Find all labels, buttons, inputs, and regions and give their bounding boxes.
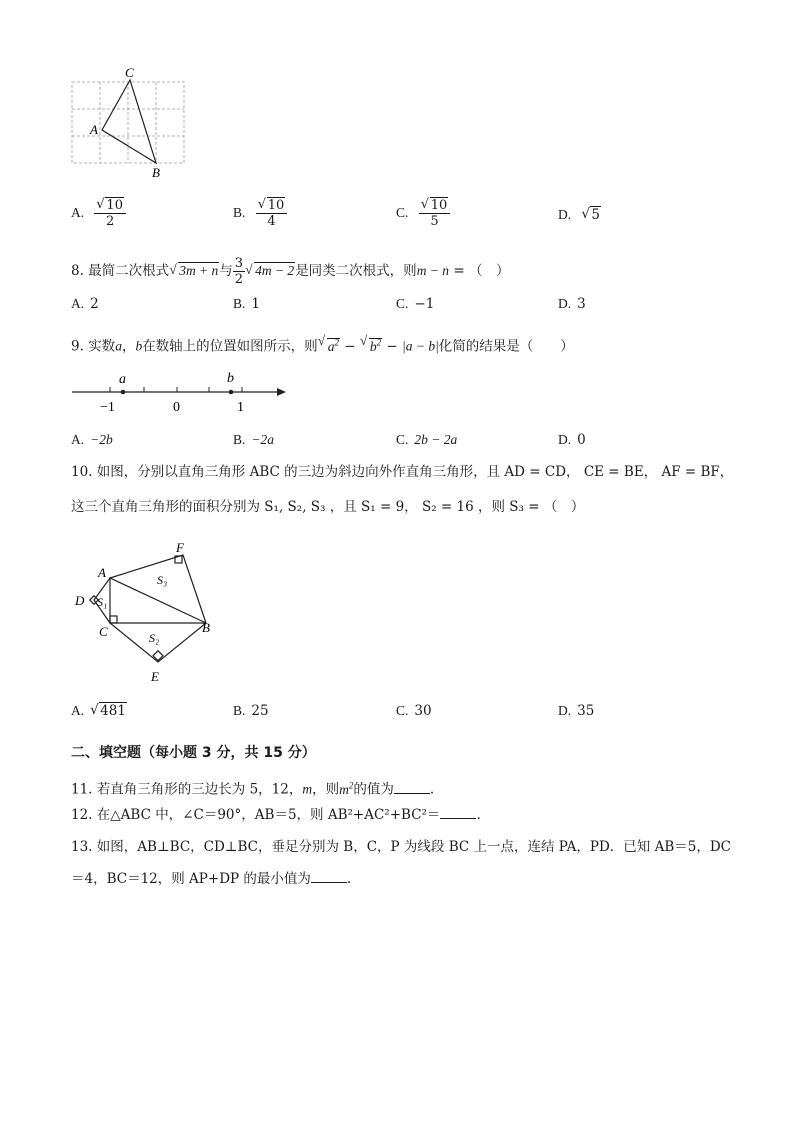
label-e-q10: E [151, 669, 159, 684]
q9-option-c[interactable]: C. 2b − 2a [396, 432, 458, 447]
q8-option-c[interactable]: C. −1 [396, 296, 435, 312]
label-b-q10: B [202, 620, 210, 635]
q10-option-d[interactable]: D. 35 [558, 703, 595, 719]
point-b-label: b [227, 371, 234, 386]
q9-option-a[interactable]: A. −2b [71, 432, 113, 447]
q10-option-a[interactable]: A.√ 481 [71, 703, 127, 719]
q9-option-b[interactable]: B. −2a [233, 432, 275, 447]
q8-option-a[interactable]: A. 2 [71, 296, 99, 312]
q7-option-b[interactable]: B. √ $\frac{10}{4}$ [233, 198, 287, 229]
q12-stem: 12. 在△ABC 中，∠C＝90°，AB＝5，则 AB²+AC²+BC²＝ . [71, 807, 481, 823]
q11-stem: 11. 若直角三角形的三边长为 5，12，m，则$m^2$的值为 . [71, 780, 435, 798]
q10-option-c[interactable]: C. 30 [396, 703, 432, 719]
right-triangles-figure [66, 538, 226, 688]
point-a-label: a [119, 372, 126, 387]
q7-option-c[interactable]: C. √ $\frac{10}{5}$ [396, 198, 450, 229]
tick-label-0: 0 [173, 400, 180, 415]
point-a [121, 390, 126, 395]
tick-label-neg1: −1 [100, 400, 115, 415]
label-d-q10: D [75, 593, 85, 608]
q12-answer-blank[interactable] [440, 806, 476, 819]
q10-stem-line2: 这三个直角三角形的面积分别为 S₁, S₂, S₃ ，且 S₁ = 9， S₂ = 16 ，则 S₃ = （ ） [71, 499, 585, 515]
q8-option-d[interactable]: D. 3 [558, 296, 586, 312]
triangle-abc [102, 80, 156, 163]
q13-answer-blank[interactable] [311, 870, 347, 883]
q13-stem-line2: ＝4，BC＝12，则 AP+DP 的最小值为 . [71, 871, 352, 887]
section-title-fill-in: 二、填空题（每小题 3 分，共 15 分） [71, 745, 316, 761]
q7-option-d[interactable]: D. √ 5 [558, 207, 601, 223]
grid-lines [72, 82, 184, 163]
q11-answer-blank[interactable] [394, 781, 430, 794]
q7-option-a[interactable]: A. √ $\frac{10}{2}$ [71, 198, 126, 229]
label-s2: S₂ [149, 631, 160, 645]
label-f-q10: F [176, 540, 184, 555]
label-c-q10: C [99, 624, 108, 639]
label-c: C [125, 65, 134, 80]
number-line [66, 364, 296, 416]
q8-option-b[interactable]: B. 1 [233, 296, 260, 312]
grid-triangle-figure [60, 62, 200, 182]
q8-stem: 8. 最简二次根式√ 3m + n与 $\frac{3}{2}$ √ 4m − 2是同类二次根式，则m − n = （ ） [71, 256, 509, 287]
q10-stem-line1: 10. 如图，分别以直角三角形 ABC 的三边为斜边向外作直角三角形，且 AD = CD， CE = BE， AF = BF， [71, 464, 734, 480]
label-a-q10: A [98, 565, 106, 580]
q10-option-b[interactable]: B. 25 [233, 703, 269, 719]
label-s1: S₁ [97, 595, 108, 609]
label-s3: S₃ [157, 573, 168, 587]
label-a: A [90, 122, 98, 137]
label-b: B [152, 165, 160, 180]
q9-stem: 9. 实数a，b在数轴上的位置如图所示，则√ $a^2$ − √ $b^2 - |a - b|$化简的结果是（ ） [71, 332, 574, 357]
q9-option-d[interactable]: D. 0 [558, 432, 586, 448]
tick-label-1: 1 [237, 400, 244, 415]
point-b [229, 390, 234, 395]
triangle-afb [110, 555, 206, 623]
q13-stem-line1: 13. 如图，AB⊥BC，CD⊥BC，垂足分别为 B，C，P 为线段 BC 上一点，连结 PA，PD．已知 AB＝5，DC [71, 839, 731, 855]
